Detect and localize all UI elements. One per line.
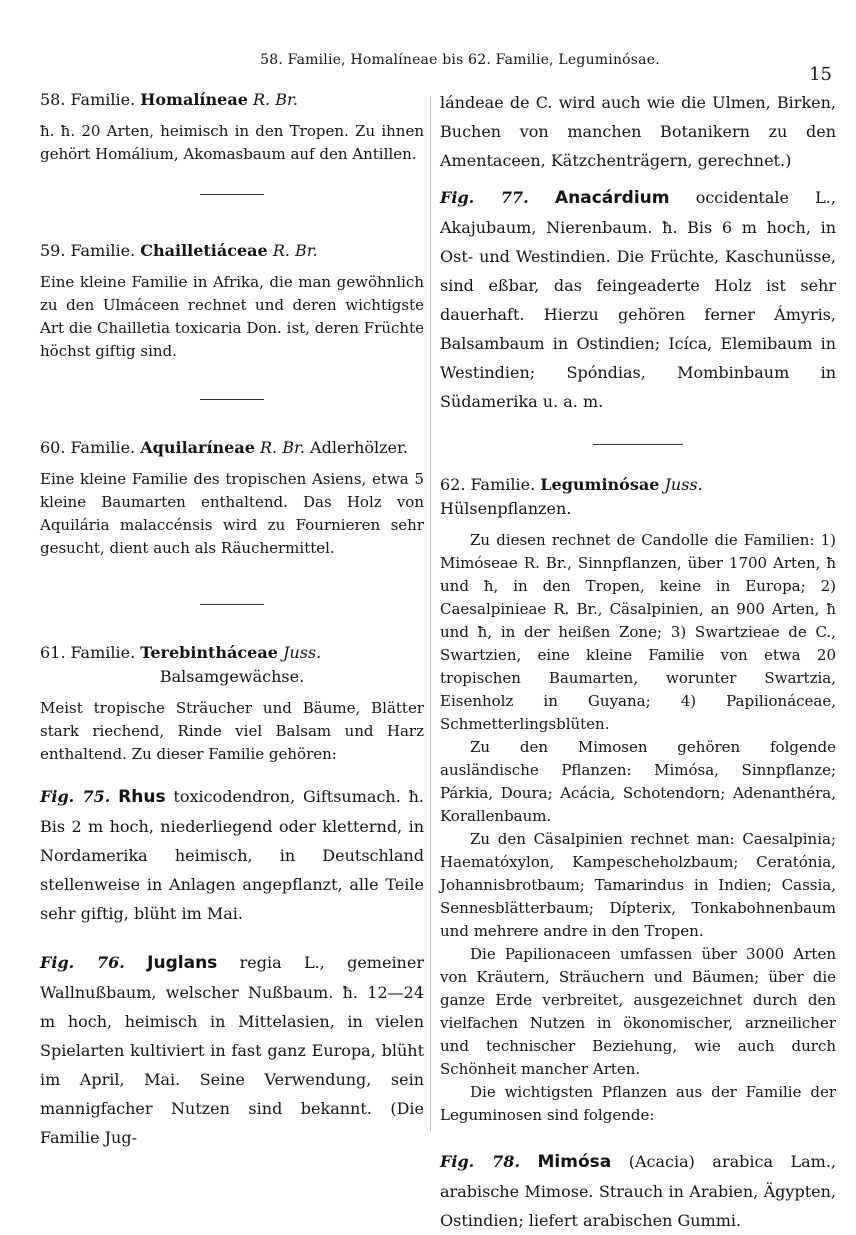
figure-text: toxicodendron, Giftsumach. ħ. Bis 2 m hoch, niederliegend oder kletternd, in Nordamerika heimisch, in Deutschland stellenweise in Anlagen angepflanzt, alle Teile sehr giftig, blüht im Mai. bbox=[40, 787, 425, 923]
family-number: 60. Familie. bbox=[40, 438, 136, 457]
page-number: 15 bbox=[809, 64, 832, 85]
family-60-text: Eine kleine Familie des tropischen Asiens, etwa 5 kleine Baumarten enthaltend. Das Holz von Aquilária malaccénsis wird zu Fournieren sehr gesucht, dient auch als Räuchermittel. bbox=[40, 470, 424, 557]
figure-label: Fig. 75. bbox=[40, 787, 111, 806]
figure-text: occidentale L., Akajubaum, Nierenbaum. ħ. Bis 6 m hoch, in Ost- und Westindien. Die Früchte, Kaschunüsse, sind eßbar, das feingeaderte Holz ist sehr dauerhaft. Hierzu gehören ferner Ámyris, Balsambaum in Ostindien; Icíca, Elemibaum in Westindien; Spóndias, Mombinbaum in Südamerika u. a. m. bbox=[440, 188, 836, 411]
family-60-heading bbox=[40, 436, 424, 460]
family-number: 62. Familie. bbox=[440, 475, 536, 494]
family-62-paragraph: Zu den Cäsalpinien rechnet man: Caesalpinia; Haematóxylon, Kampescheholzbaum; Ceratónia, Johannisbrotbaum; Tamarindus in Indien; Cassia, Sennesblätterbaum; Dípterix, Tonkabohnenbaum und mehrere andre in den Tropen. bbox=[440, 830, 836, 940]
fig-76-entry bbox=[40, 948, 424, 1152]
family-number: 61. Familie. bbox=[40, 643, 136, 662]
family-author: R. Br. bbox=[259, 438, 305, 457]
family-58-heading bbox=[40, 88, 424, 112]
left-column bbox=[40, 88, 424, 1152]
figure-label: Fig. 78. bbox=[440, 1152, 521, 1171]
figure-text: regia L., gemeiner Wallnußbaum, welscher Nußbaum. ħ. 12—24 m hoch, heimisch in Mittelasien, in vielen Spielarten kultiviert in fast ganz Europa, blüht im April, Mai. Seine Verwendung, sein mannigfacher Nutzen sind bekannt. (Die Familie Jug- bbox=[40, 953, 424, 1147]
figure-label: Fig. 76. bbox=[40, 953, 125, 972]
family-62-paragraph: Zu den Mimosen gehören folgende ausländische Pflanzen: Mimósa, Sinnpflanze; Párkia, Doura; Acácia, Schotendorn; Adenanthéra, Korallenbaum. bbox=[440, 738, 836, 825]
genus-name: Juglans bbox=[147, 953, 218, 973]
genus-name: Anacárdium bbox=[554, 188, 670, 208]
figure-text: (Acacia) arabica Lam., arabische Mimose. Strauch in Arabien, Ägypten, Ostindien; liefert arabischen Gummi. bbox=[440, 1152, 836, 1230]
family-common-name: Hülsenpflanzen. bbox=[440, 499, 572, 518]
continuation-text: lándeae de C. wird auch wie die Ulmen, Birken, Buchen von manchen Botanikern zu den Amentaceen, Kätzchenträgern, gerechnet.) bbox=[440, 93, 836, 170]
family-62-heading bbox=[440, 473, 836, 521]
family-author: Juss. bbox=[282, 643, 322, 662]
running-head: 58. Familie, Homalíneae bis 62. Familie, Leguminósae. bbox=[260, 52, 660, 68]
genus-name: Mimósa bbox=[537, 1152, 612, 1172]
family-number: 59. Familie. bbox=[40, 241, 136, 260]
family-59-text: Eine kleine Familie in Afrika, die man gewöhnlich zu den Ulmáceen rechnet und deren wichtigste Art die Chailletia toxicaria Don. ist, deren Früchte höchst giftig sind. bbox=[40, 273, 424, 360]
figure-label: Fig. 77. bbox=[440, 188, 529, 207]
family-common-name: Adlerhölzer. bbox=[310, 438, 408, 457]
family-name: Aquilaríneae bbox=[140, 438, 255, 457]
family-author: R. Br. bbox=[272, 241, 318, 260]
family-61-text: Meist tropische Sträucher und Bäume, Blätter stark riechend, Rinde viel Balsam und Harz enthaltend. Zu dieser Familie gehören: bbox=[40, 699, 424, 763]
genus-name: Rhus bbox=[118, 787, 166, 807]
family-author: Juss. bbox=[664, 475, 703, 494]
fig-77-entry bbox=[440, 183, 836, 416]
fig-75-entry bbox=[40, 782, 424, 928]
family-61-common-name: Balsamgewächse. bbox=[159, 667, 305, 686]
family-62-paragraph: Die wichtigsten Pflanzen aus der Familie der Leguminosen sind folgende: bbox=[440, 1083, 836, 1124]
family-name: Leguminósae bbox=[540, 475, 660, 494]
right-column bbox=[440, 88, 836, 1235]
family-58-text: ħ. ħ. 20 Arten, heimisch in den Tropen. Zu ihnen gehört Homálium, Akomasbaum auf den Antillen. bbox=[40, 122, 424, 163]
family-59-heading bbox=[40, 239, 424, 263]
column-divider bbox=[430, 96, 431, 1131]
family-name: Chailletiáceae bbox=[140, 241, 268, 260]
family-name: Terebintháceae bbox=[140, 643, 278, 662]
family-number: 58. Familie. bbox=[40, 90, 136, 109]
family-62-paragraph: Die Papilionaceen umfassen über 3000 Arten von Kräutern, Sträuchern und Bäumen; über die ganze Erde verbreitet, ausgezeichnet durch den vielfachen Nutzen in ökonomischer, arzneilicher und technischer Beziehung, wie auch durch Schönheit mancher Arten. bbox=[440, 945, 836, 1078]
family-61-heading bbox=[40, 641, 424, 665]
family-name: Homalíneae bbox=[140, 90, 248, 109]
family-author: R. Br. bbox=[252, 90, 298, 109]
family-62-paragraph: Zu diesen rechnet de Candolle die Familien: 1) Mimóseae R. Br., Sinnpflanzen, über 1700 Arten, ħ und ħ, in den Tropen, keine in Europa; 2) Caesalpinieae R. Br., Cäsalpinien, an 900 Arten, ħ und ħ, in der heißen Zone; 3) Swartzieae de C., Swartzien, eine kleine Familie von etwa 20 tropischen Baumarten, worunter Swartzia, Eisenholz in Guyana; 4) Papilionáceae, Schmetterlingsblüten. bbox=[440, 531, 836, 733]
fig-78-entry bbox=[440, 1147, 836, 1235]
